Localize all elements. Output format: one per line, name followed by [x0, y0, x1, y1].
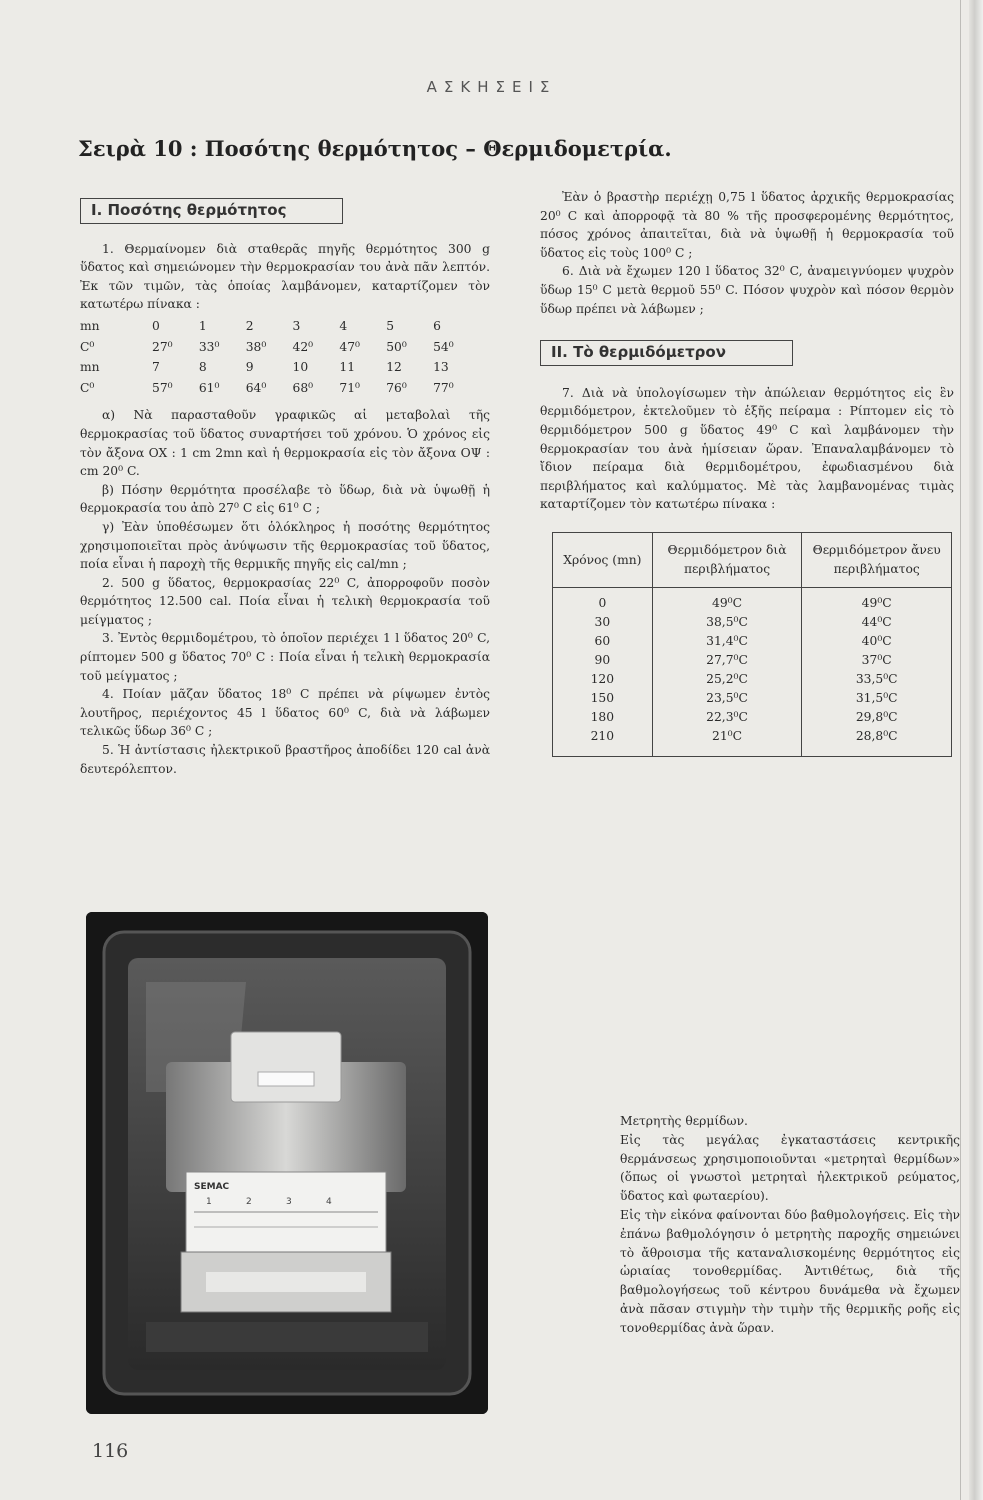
dial-number-3: 3	[286, 1197, 292, 1207]
heat-meter-illustration	[86, 912, 488, 1414]
exercise-1-text: 1. Θερμαίνομεν διὰ σταθερᾶς πηγῆς θερμότητος 300 g ὕδατος καὶ σημειώνομεν τὴν θερμοκρασίαν του ἀνὰ πᾶν λεπτόν. Ἐκ τῶν τιμῶν, τὰς ὁποίας λαμβάνομεν, καταρτίζομεν τὸν κατωτέρω πίνακα :	[80, 241, 490, 312]
table-cell: 47⁰	[339, 339, 360, 354]
page-fold-line	[960, 0, 961, 1500]
table-cell: 25,2⁰C	[652, 670, 802, 689]
table-row	[553, 708, 952, 727]
section-heading-quantity-of-heat: I. Ποσότης θερμότητος	[80, 198, 343, 224]
table-cell: 29,8⁰C	[802, 708, 952, 727]
table-cell: 180	[553, 708, 653, 727]
table-cell: 68⁰	[292, 380, 314, 395]
exercise-4: 4. Ποίαν μᾶζαν ὕδατος 18⁰ C πρέπει νὰ ρίψωμεν ἐντὸς λουτῆρος, περιέχοντος 45 l ὕδατος 60⁰ C, διὰ νὰ λάβωμεν τελικῶς ὕδωρ 36⁰ C ;	[80, 687, 490, 739]
table-cell: 12	[386, 360, 402, 375]
table-cell: 42⁰	[292, 339, 314, 354]
exercise-5: 5. Ἡ ἀντίστασις ἠλεκτρικοῦ βραστῆρος ἀποδίδει 120 cal ἀνὰ δευτερόλεπτον.	[80, 743, 490, 776]
table-cell: 4	[339, 318, 348, 333]
table-cell: 6	[433, 318, 441, 333]
table-cell: 49⁰C	[802, 587, 952, 613]
table-cell: 71⁰	[339, 380, 360, 395]
table-cell: 150	[553, 689, 653, 708]
table-cell: 11	[339, 360, 356, 375]
table-cell: 9	[245, 360, 254, 375]
table-cell: 57⁰	[152, 380, 173, 395]
column-header-without-casing: Θερμιδόμετρον ἄνευ περιβλήματος	[802, 532, 952, 587]
table-row	[553, 727, 952, 757]
left-column	[80, 198, 490, 778]
page-number: 116	[92, 1440, 129, 1462]
exercise-2: 2. 500 g ὕδατος, θερμοκρασίας 22⁰ C, ἀπορροφοῦν ποσὸν θερμότητος 12.500 cal. Ποία εἶναι ἡ τελικὴ θερμοκρασία τοῦ μείγματος ;	[80, 575, 490, 627]
row-label: C⁰	[80, 339, 95, 354]
table-cell: 49⁰C	[652, 587, 802, 613]
section-heading-calorimeter: II. Τὸ θερμιδόμετρον	[540, 340, 793, 366]
table-row	[80, 378, 480, 399]
table-cell: 54⁰	[433, 339, 454, 354]
table-row	[80, 357, 480, 378]
table-cell: 27,7⁰C	[652, 651, 802, 670]
table-cell: 0	[152, 318, 160, 333]
table-cell: 38,5⁰C	[652, 613, 802, 632]
table-cell: 37⁰C	[802, 651, 952, 670]
exercise-3: 3. Ἐντὸς θερμιδομέτρου, τὸ ὁποῖον περιέχει 1 l ὕδατος 20⁰ C, ρίπτομεν 500 g ὕδατος 70⁰ C : Ποία εἶναι ἡ τελικὴ θερμοκρασία τοῦ μείγματος ;	[80, 631, 490, 683]
table-cell: 64⁰	[245, 380, 267, 395]
table-cell: 44⁰C	[802, 613, 952, 632]
table-row	[553, 587, 952, 613]
table-row	[80, 316, 480, 337]
table-cell: 27⁰	[152, 339, 173, 354]
table-cell: 1	[198, 318, 207, 333]
table-cell: 3	[292, 318, 301, 333]
table-cell: 30	[553, 613, 653, 632]
table-cell: 50⁰	[386, 339, 407, 354]
page-edge	[969, 0, 983, 1500]
table-row	[553, 613, 952, 632]
table-cell: 23,5⁰C	[652, 689, 802, 708]
exercise-1b: β) Πόσην θερμότητα προσέλαβε τὸ ὕδωρ, διὰ νὰ ὑψωθῇ ἡ θερμοκρασία του ἀπὸ 27⁰ C εἰς 61⁰ C ;	[80, 482, 490, 516]
table-cell: 120	[553, 670, 653, 689]
row-label: C⁰	[80, 380, 95, 395]
running-head: ΑΣΚΗΣΕΙΣ	[426, 78, 557, 96]
table-cell: 31,4⁰C	[652, 632, 802, 651]
table-cell: 21⁰C	[652, 727, 802, 757]
table-cell: 33⁰	[198, 339, 220, 354]
table-cell: 76⁰	[386, 380, 407, 395]
exercise-5-continued: Ἐὰν ὁ βραστὴρ περιέχῃ 0,75 l ὕδατος ἀρχικῆς θερμοκρασίας 20⁰ C καὶ ἀπορροφᾷ τὰ 80 % τῆς προσφερομένης θερμότητος, πόσος χρόνος ἀπαιτεῖται, διὰ νὰ ὑψωθῇ ἡ θερμοκρασία τοῦ ὕδατος εἰς τοὺς 100⁰ C ;	[540, 190, 954, 260]
dial-number-1: 1	[206, 1197, 212, 1207]
row-label: mn	[80, 360, 100, 375]
exercise-1c: γ) Ἐὰν ὑποθέσωμεν ὅτι ὁλόκληρος ἡ ποσότης θερμότητος χρησιμοποιεῖται πρὸς ἀνύψωσιν τῆς θερμοκρασίας τοῦ ὕδατος, ποία εἶναι ἡ παροχὴ τῆς θερμικῆς πηγῆς εἰς cal/mn ;	[80, 519, 490, 572]
table-cell: 38⁰	[245, 339, 267, 354]
table-row	[80, 337, 480, 358]
table-row	[553, 689, 952, 708]
series-title: Σειρὰ 10 : Ποσότης θερμότητος – Θερμιδομετρία.	[78, 136, 672, 161]
dial-number-2: 2	[246, 1197, 252, 1207]
table-cell: 90	[553, 651, 653, 670]
caption-title: Μετρητὴς θερμίδων.	[620, 1114, 748, 1128]
column-header-time: Χρόνος (mn)	[553, 532, 653, 587]
column-header-with-casing: Θερμιδόμετρον διὰ περιβλήματος	[652, 532, 802, 587]
exercise-7: 7. Διὰ νὰ ὑπολογίσωμεν τὴν ἀπώλειαν θερμότητος εἰς ἓν θερμιδόμετρον, ἐκτελοῦμεν τὸ ἑξῆς πείραμα : Ρίπτομεν εἰς τὸ θερμιδόμετρον 500 g ὕδατος 49⁰ C καὶ λαμβάνομεν τὴν θερμοκρασίαν του ἀνὰ ἡμίσειαν ὥραν. Ἐπαναλαμβάνομεν τὸ ἴδιον πείραμα διὰ θερμιδομέτρου, ἐφωδιασμένου διὰ περιβλήματος καὶ καλύμματος. Μὲ τὰς λαμβανομένας τιμὰς καταρτίζομεν τὸν κατωτέρω πίνακα :	[540, 385, 954, 512]
table-cell: 40⁰C	[802, 632, 952, 651]
table-row	[553, 632, 952, 651]
right-column	[540, 188, 954, 757]
temperature-time-table	[80, 316, 480, 398]
table-cell: 7	[152, 360, 160, 375]
table-cell: 60	[553, 632, 653, 651]
table-row	[553, 651, 952, 670]
table-cell: 2	[245, 318, 254, 333]
photo-caption	[620, 1112, 960, 1338]
table-cell: 13	[433, 360, 449, 375]
calorimeter-table	[552, 532, 952, 757]
meter-brand-label: SEMAC	[194, 1182, 230, 1192]
table-cell: 210	[553, 727, 653, 757]
dial-number-4: 4	[326, 1197, 332, 1207]
table-row	[553, 670, 952, 689]
exercise-6: 6. Διὰ νὰ ἔχωμεν 120 l ὕδατος 32⁰ C, ἀναμειγνύομεν ψυχρὸν ὕδωρ 15⁰ C μετὰ θερμοῦ 55⁰ C. Πόσον ψυχρὸν καὶ πόσον θερμὸν ὕδωρ πρέπει νὰ λάβωμεν ;	[540, 264, 954, 316]
table-cell: 10	[292, 360, 309, 375]
table-cell: 31,5⁰C	[802, 689, 952, 708]
exercise-1a: α) Νὰ παρασταθοῦν γραφικῶς αἱ μεταβολαὶ τῆς θερμοκρασίας τοῦ ὕδατος συναρτήσει τοῦ χρόνου. Ὁ χρόνος εἰς τὸν ἄξονα OX : 1 cm 2mn καὶ ἡ θερμοκρασία εἰς τὸν ἄξονα OΨ : cm 20⁰ C.	[80, 408, 490, 479]
heat-meter-photo	[86, 912, 488, 1414]
table-cell: 28,8⁰C	[802, 727, 952, 757]
table-cell: 33,5⁰C	[802, 670, 952, 689]
table-cell: 77⁰	[433, 380, 454, 395]
row-label: mn	[80, 318, 100, 333]
table-cell: 5	[386, 318, 395, 333]
caption-paragraph-2: Εἰς τὴν εἰκόνα φαίνονται δύο βαθμολογήσεις. Εἰς τὴν ἐπάνω βαθμολόγησιν ὁ μετρητὴς παροχῆς σημειώνει τὸ ἄθροισμα τῆς καταναλισκομένης θερμότητος εἰς ὡριαίας τονοθερμίδας. Ἀντιθέτως, διὰ τῆς βαθμολογήσεως τοῦ κέντρου δυνάμεθα νὰ ἔχωμεν ἀνὰ πᾶσαν στιγμὴν τὴν τιμὴν τῆς θερμικῆς ροῆς εἰς τονοθερμίδας ἀνὰ ὥραν.	[620, 1207, 960, 1335]
table-cell: 61⁰	[198, 380, 220, 395]
caption-paragraph-1: Εἰς τὰς μεγάλας ἐγκαταστάσεις κεντρικῆς θερμάνσεως χρησιμοποιοῦνται «μετρηταὶ θερμίδων» (ὅπως οἱ γνωστοὶ μετρηταὶ ἠλεκτρικοῦ ρεύματος, ὕδατος καὶ φωταερίου).	[620, 1132, 960, 1204]
table-cell: 8	[198, 360, 207, 375]
table-cell: 0	[553, 587, 653, 613]
table-cell: 22,3⁰C	[652, 708, 802, 727]
